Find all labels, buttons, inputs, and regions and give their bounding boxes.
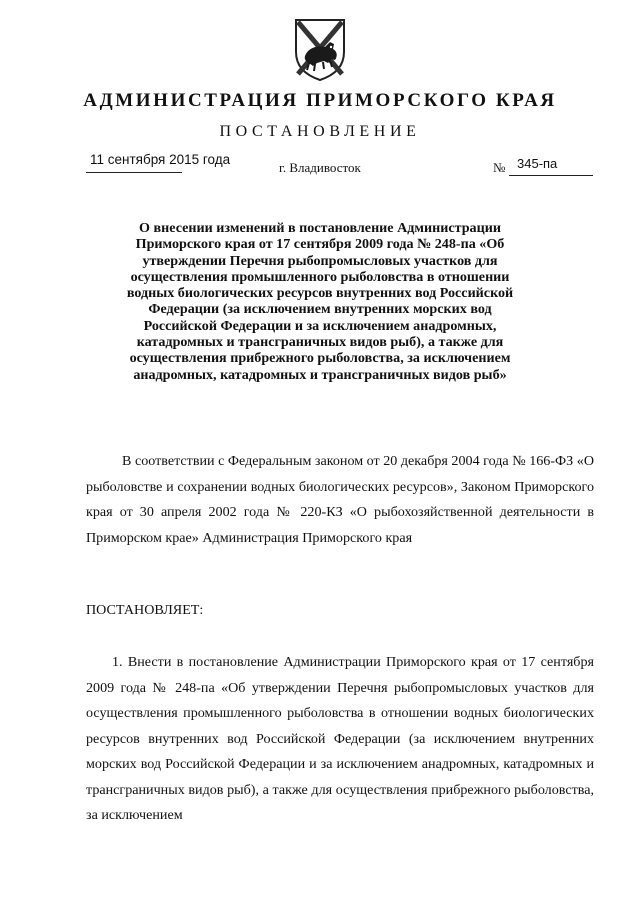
- number-sign: №: [493, 160, 506, 175]
- date-underline: [86, 172, 182, 173]
- organization-name: АДМИНИСТРАЦИЯ ПРИМОРСКОГО КРАЯ: [83, 90, 557, 111]
- document-title: О внесении изменений в постановление Администрации Приморского края от 17 сентября 2009 года № 248-па «Об утверждении Перечня рыбопромысловых участков для осуществления промышленного рыболовства в отношении водных биологических ресурсов внутренних вод Российской Федерации (за исключением внутренних морских вод Российской Федерации и за исключением анадромных, катадромных и трансграничных видов рыб), а также для осуществления прибрежного рыболовства, за исключением анадромных, катадромных и трансграничных видов рыб»: [126, 220, 514, 383]
- coat-of-arms-icon: [290, 18, 350, 82]
- document-type: ПОСТАНОВЛЕНИЕ: [219, 123, 421, 140]
- document-number: 345-па: [517, 156, 558, 171]
- item-1-paragraph: 1. Внести в постановление Администрации Приморского края от 17 сентября 2009 года № 248-па «Об утверждении Перечня рыбопромысловых участков для осуществления промышленного рыболовства в отношении водных биологических ресурсов внутренних вод Российской Федерации (за исключением внутренних морских вод Российской Федерации и за исключением анадромных, катадромных и трансграничных видов рыб), а также для осуществления прибрежного рыболовства, за исключением: [86, 654, 594, 823]
- document-date: 11 сентября 2015 года: [90, 152, 231, 167]
- resolves-heading: ПОСТАНОВЛЯЕТ:: [86, 602, 204, 618]
- number-underline: [509, 175, 593, 176]
- document-city: г. Владивосток: [279, 160, 361, 175]
- preamble-paragraph: В соответствии с Федеральным законом от 20 декабря 2004 года № 166-ФЗ «О рыболовстве и сохранении водных биологических ресурсов», Законом Приморского края от 30 апреля 2002 года № 220-КЗ «О рыбохозяйственной деятельности в Приморском крае» Администрация Приморского края: [86, 453, 594, 546]
